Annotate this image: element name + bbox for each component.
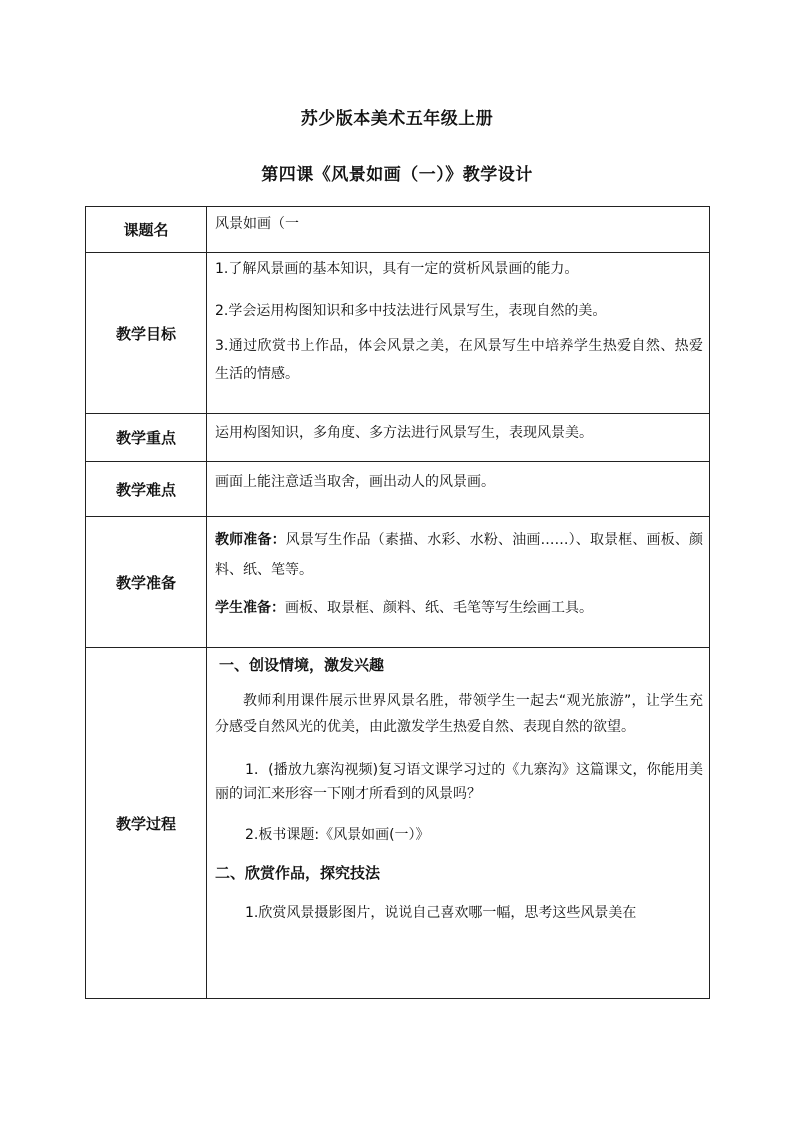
process-label: 教学过程 [86, 648, 207, 999]
table-row-process [86, 648, 710, 999]
teacher-prep-label: 教师准备： [215, 532, 286, 548]
topic-value: 风景如画（一 [215, 216, 299, 232]
difficult-value: 画面上能注意适当取舍，画出动人的风景画。 [215, 474, 495, 490]
lesson-plan-table [85, 206, 710, 999]
key-value: 运用构图知识，多角度、多方法进行风景写生，表现风景美。 [215, 425, 593, 441]
lesson-title: 第四课《风景如画（一）》教学设计 [261, 165, 533, 185]
difficult-label: 教学难点 [86, 462, 207, 517]
topic-cell [207, 207, 710, 253]
teacher-prep-value: 风景写生作品（素描、水彩、水粉、油画……）、取景框、画板、颜料、纸、笔等。 [215, 532, 704, 578]
prep-cell [207, 517, 710, 648]
process-cell [207, 648, 710, 999]
section-1-item-2: 2.板书课题:《风景如画(一）》 [245, 827, 430, 843]
table-row-prep [86, 517, 710, 648]
section-2-title: 二、欣赏作品，探究技法 [215, 864, 381, 882]
difficult-cell [207, 462, 710, 517]
student-prep-label: 学生准备： [215, 600, 285, 616]
section-1-paragraph: 教师利用课件展示世界风景名胜，带领学生一起去“观光旅游”，让学生充分感受自然风光的优美，由此激发学生热爱自然、表现自然的欲望。 [215, 693, 703, 735]
key-label: 教学重点 [86, 414, 207, 462]
student-prep [215, 585, 703, 619]
table-row-difficult [86, 462, 710, 517]
goals-label: 教学目标 [86, 253, 207, 414]
goal-item-3: 3.通过欣赏书上作品，体会风景之美，在风景写生中培养学生热爱自然、热爱生活的情感。 [215, 338, 703, 382]
goal-item-2: 2.学会运用构图知识和多中技法进行风景写生，表现自然的美。 [215, 303, 607, 319]
prep-label: 教学准备 [86, 517, 207, 648]
table-row-goals [86, 253, 710, 414]
document-title: 苏少版本美术五年级上册 [300, 109, 494, 129]
goals-cell [207, 253, 710, 414]
section-2-item-1: 1.欣赏风景摄影图片，说说自己喜欢哪一幅，思考这些风景美在 [245, 905, 637, 921]
key-cell [207, 414, 710, 462]
section-1-item-1: 1．(播放九寨沟视频)复习语文课学习过的《九寨沟》这篇课文，你能用美丽的词汇来形容一下刚才所看到的风景吗？ [215, 762, 703, 802]
table-row-key [86, 414, 710, 462]
teacher-prep [215, 517, 703, 585]
topic-label: 课题名 [86, 207, 207, 253]
goal-item-1: 1.了解风景画的基本知识，具有一定的赏析风景画的能力。 [215, 261, 579, 277]
table-row-topic [86, 207, 710, 253]
student-prep-value: 画板、取景框、颜料、纸、毛笔等写生绘画工具。 [285, 600, 593, 616]
section-1-title: 一、创设情境，激发兴趣 [219, 656, 385, 674]
